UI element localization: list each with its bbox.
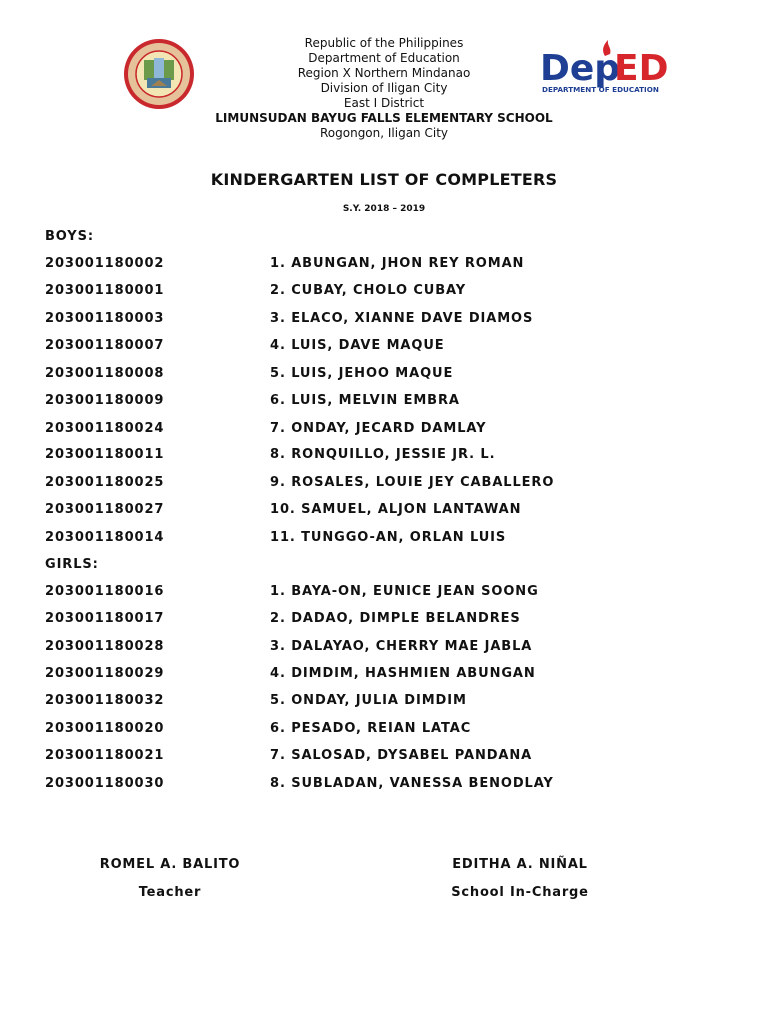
student-name: 2. DADAO, DIMPLE BELANDRES [270, 611, 521, 626]
lrn: 203001180009 [45, 393, 165, 408]
student-name: 3. ELACO, XIANNE DAVE DIAMOS [270, 311, 534, 326]
lrn: 203001180002 [45, 256, 165, 271]
student-name: 4. DIMDIM, HASHMIEN ABUNGAN [270, 666, 536, 681]
lrn: 203001180025 [45, 475, 165, 490]
student-name: 5. LUIS, JEHOO MAQUE [270, 366, 454, 381]
student-name: 1. ABUNGAN, JHON REY ROMAN [270, 256, 525, 271]
student-name: 2. CUBAY, CHOLO CUBAY [270, 283, 467, 298]
student-name: 4. LUIS, DAVE MAQUE [270, 338, 445, 353]
student-name: 6. PESADO, REIAN LATAC [270, 721, 472, 736]
lrn: 203001180011 [45, 447, 165, 462]
student-name: 10. SAMUEL, ALJON LANTAWAN [270, 502, 522, 517]
student-name: 5. ONDAY, JULIA DIMDIM [270, 693, 467, 708]
svg-text:ED: ED [614, 48, 669, 89]
student-name: 9. ROSALES, LOUIE JEY CABALLERO [270, 475, 555, 490]
lrn: 203001180008 [45, 366, 165, 381]
lrn: 203001180014 [45, 530, 165, 545]
school-address: Rogongon, Iligan City [319, 126, 448, 140]
student-name: 11. TUNGGO-AN, ORLAN LUIS [270, 530, 507, 545]
page-title: KINDERGARTEN LIST OF COMPLETERS [210, 170, 558, 189]
lrn: 203001180027 [45, 502, 165, 517]
lrn: 203001180029 [45, 666, 165, 681]
girls-heading: GIRLS: [45, 557, 99, 572]
student-name: 7. SALOSAD, DYSABEL PANDANA [270, 748, 533, 763]
lrn: 203001180017 [45, 611, 165, 626]
incharge-name: EDITHA A. NIÑAL [452, 857, 588, 872]
student-name: 3. DALAYAO, CHERRY MAE JABLA [270, 639, 533, 654]
school-name: LIMUNSUDAN BAYUG FALLS ELEMENTARY SCHOOL [215, 111, 553, 125]
student-name: 6. LUIS, MELVIN EMBRA [270, 393, 460, 408]
document-header [0, 36, 768, 141]
lrn: 203001180021 [45, 748, 165, 763]
school-year: S.Y. 2018 – 2019 [342, 204, 426, 214]
student-name: 7. ONDAY, JECARD DAMLAY [270, 421, 487, 436]
svg-text:DEPARTMENT OF EDUCATION: DEPARTMENT OF EDUCATION [542, 85, 659, 94]
header-line: Division of Iligan City [320, 81, 448, 95]
student-name: 8. SUBLADAN, VANESSA BENODLAY [270, 776, 554, 791]
header-line: East I District [343, 96, 425, 110]
svg-text:Dep: Dep [540, 48, 621, 89]
student-name: 1. BAYA-ON, EUNICE JEAN SOONG [270, 584, 539, 599]
incharge-title: School In-Charge [451, 885, 589, 900]
lrn: 203001180016 [45, 584, 165, 599]
lrn: 203001180032 [45, 693, 165, 708]
lrn: 203001180030 [45, 776, 165, 791]
teacher-name: ROMEL A. BALITO [99, 857, 241, 872]
header-line: Region X Northern Mindanao [297, 66, 471, 80]
lrn: 203001180007 [45, 338, 165, 353]
header-line: Department of Education [308, 51, 460, 65]
student-name: 8. RONQUILLO, JESSIE JR. L. [270, 447, 496, 462]
header-line: Republic of the Philippines [304, 36, 464, 50]
lrn: 203001180024 [45, 421, 165, 436]
teacher-title: Teacher [138, 885, 202, 900]
lrn: 203001180003 [45, 311, 165, 326]
boys-heading: BOYS: [45, 229, 94, 244]
lrn: 203001180020 [45, 721, 165, 736]
lrn: 203001180001 [45, 283, 165, 298]
lrn: 203001180028 [45, 639, 165, 654]
